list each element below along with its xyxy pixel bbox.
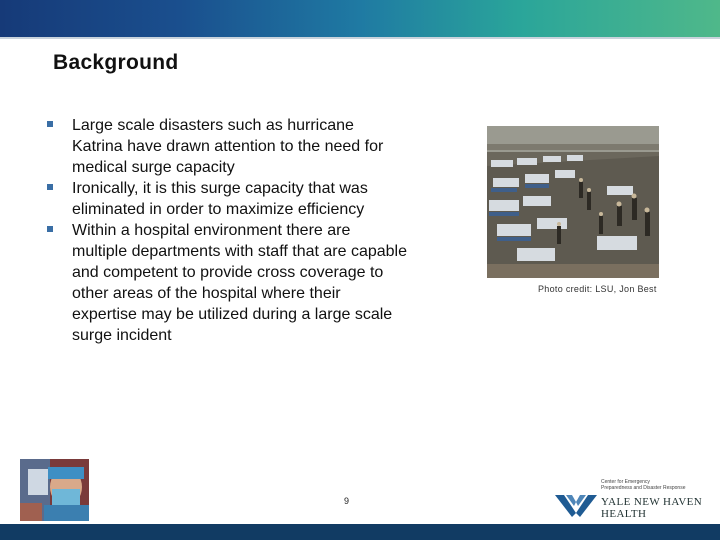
bullet-text: Within a hospital environment there are multiple departments with staff that are capable and competent to provide cross coverage to other areas of the hospital where their expertise may be utilized during a large scale surge incident	[72, 222, 407, 344]
slide-title: Background	[53, 51, 179, 74]
medical-staff-image	[20, 459, 89, 521]
surge-shelter-photo	[487, 126, 659, 278]
square-bullet-icon	[47, 226, 53, 232]
logo-subtitle: Center for Emergency Preparedness and Disaster Response	[601, 479, 686, 491]
square-bullet-icon	[47, 184, 53, 190]
yale-new-haven-logo	[555, 478, 705, 520]
photo-caption: Photo credit: LSU, Jon Best	[538, 284, 657, 294]
header-gradient-bar	[0, 0, 720, 37]
bullet-item	[47, 178, 407, 220]
logo-mark-icon	[555, 493, 597, 517]
logo-wordmark: YALE NEW HAVEN HEALTH	[601, 496, 703, 520]
bullet-text: Ironically, it is this surge capacity that was eliminated in order to maximize efficiency	[72, 180, 368, 218]
header-divider	[0, 37, 720, 39]
bullet-item	[47, 220, 407, 346]
bullet-text: Large scale disasters such as hurricane Katrina have drawn attention to the need for medical surge capacity	[72, 117, 384, 176]
footer-bar	[0, 524, 720, 540]
page-number: 9	[344, 496, 350, 506]
square-bullet-icon	[47, 121, 53, 127]
bullet-item	[47, 115, 407, 178]
bullet-list	[47, 115, 407, 346]
